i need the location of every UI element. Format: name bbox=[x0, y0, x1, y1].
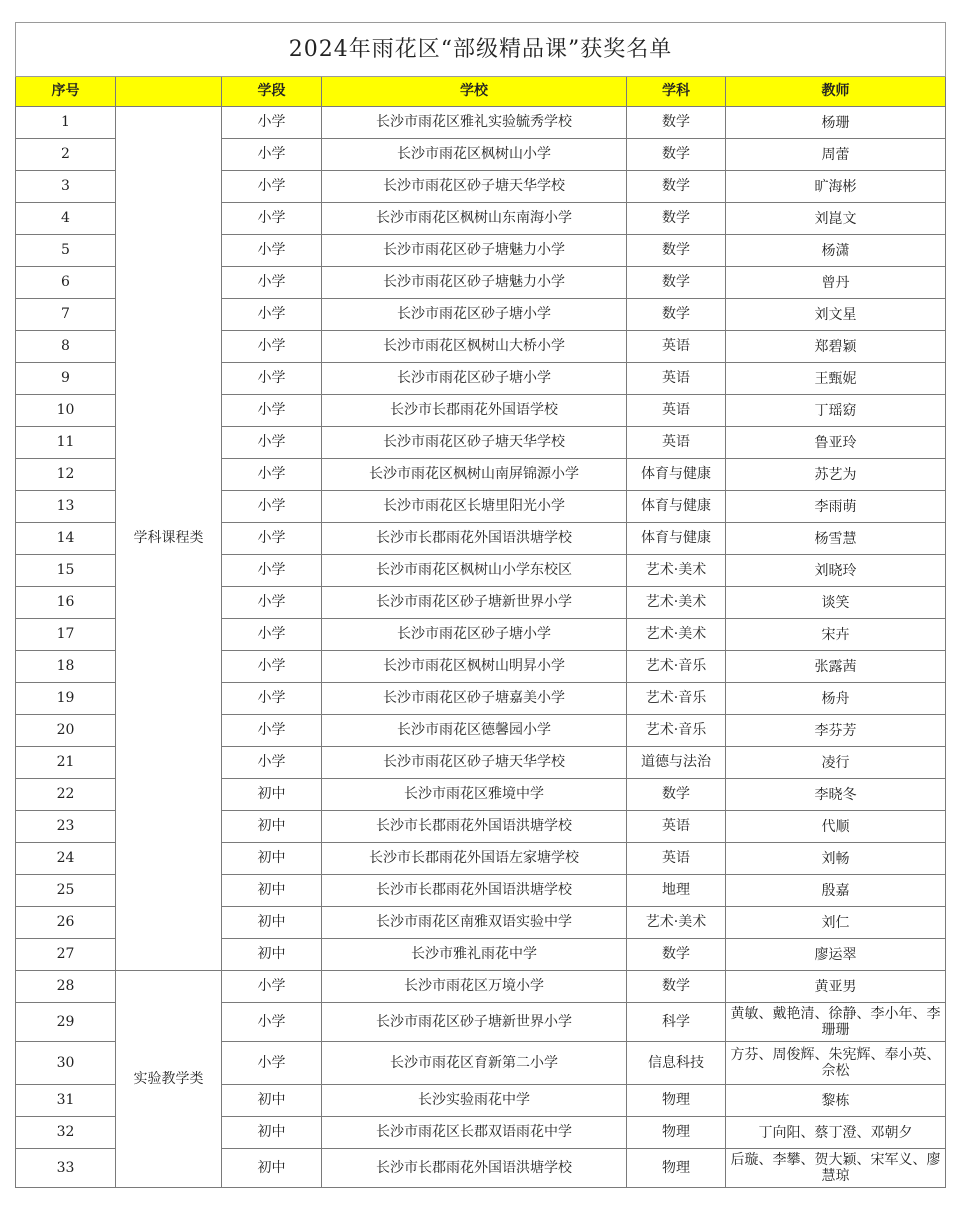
cell-stage: 初中 bbox=[222, 1117, 322, 1149]
cell-subject: 英语 bbox=[627, 331, 726, 363]
cell-subject: 数学 bbox=[627, 107, 726, 139]
cell-subject: 艺术·音乐 bbox=[627, 683, 726, 715]
cell-subject: 数学 bbox=[627, 779, 726, 811]
cell-teacher: 李芬芳 bbox=[726, 715, 946, 747]
cell-teacher: 黄亚男 bbox=[726, 971, 946, 1003]
cell-no: 24 bbox=[16, 843, 116, 875]
cell-no: 4 bbox=[16, 203, 116, 235]
header-subject: 学科 bbox=[627, 77, 726, 107]
cell-stage: 小学 bbox=[222, 971, 322, 1003]
cell-subject: 物理 bbox=[627, 1117, 726, 1149]
cell-subject: 科学 bbox=[627, 1003, 726, 1042]
cell-subject: 数学 bbox=[627, 203, 726, 235]
cell-school: 长沙市雨花区枫树山小学 bbox=[322, 139, 627, 171]
cell-subject: 物理 bbox=[627, 1149, 726, 1188]
cell-stage: 小学 bbox=[222, 363, 322, 395]
cell-no: 25 bbox=[16, 875, 116, 907]
cell-school: 长沙市雨花区枫树山南屏锦源小学 bbox=[322, 459, 627, 491]
cell-school: 长沙市雅礼雨花中学 bbox=[322, 939, 627, 971]
cell-teacher: 刘崑文 bbox=[726, 203, 946, 235]
cell-subject: 艺术·美术 bbox=[627, 907, 726, 939]
cell-teacher: 廖运翠 bbox=[726, 939, 946, 971]
cell-subject: 艺术·音乐 bbox=[627, 715, 726, 747]
cell-school: 长沙市长郡雨花外国语洪塘学校 bbox=[322, 811, 627, 843]
cell-no: 19 bbox=[16, 683, 116, 715]
cell-stage: 小学 bbox=[222, 235, 322, 267]
cell-school: 长沙市雨花区砂子塘天华学校 bbox=[322, 427, 627, 459]
cell-subject: 艺术·音乐 bbox=[627, 651, 726, 683]
cell-school: 长沙市雨花区枫树山大桥小学 bbox=[322, 331, 627, 363]
cell-subject: 数学 bbox=[627, 971, 726, 1003]
cell-teacher: 杨舟 bbox=[726, 683, 946, 715]
cell-teacher: 殷嘉 bbox=[726, 875, 946, 907]
cell-stage: 小学 bbox=[222, 331, 322, 363]
page-title: 2024年雨花区“部级精品课”获奖名单 bbox=[16, 23, 946, 77]
cell-teacher: 旷海彬 bbox=[726, 171, 946, 203]
cell-stage: 小学 bbox=[222, 555, 322, 587]
cell-subject: 数学 bbox=[627, 235, 726, 267]
cell-no: 26 bbox=[16, 907, 116, 939]
cell-school: 长沙市雨花区南雅双语实验中学 bbox=[322, 907, 627, 939]
cell-stage: 小学 bbox=[222, 747, 322, 779]
cell-subject: 道德与法治 bbox=[627, 747, 726, 779]
cell-teacher: 黄敏、戴艳清、徐静、李小年、李珊珊 bbox=[726, 1003, 946, 1042]
cell-no: 27 bbox=[16, 939, 116, 971]
category-cell: 学科课程类 bbox=[116, 107, 222, 971]
cell-school: 长沙市长郡雨花外国语洪塘学校 bbox=[322, 875, 627, 907]
cell-no: 23 bbox=[16, 811, 116, 843]
cell-no: 1 bbox=[16, 107, 116, 139]
cell-no: 18 bbox=[16, 651, 116, 683]
cell-stage: 小学 bbox=[222, 1003, 322, 1042]
cell-stage: 小学 bbox=[222, 491, 322, 523]
cell-teacher: 后璇、李攀、贺大颖、宋军义、廖慧琼 bbox=[726, 1149, 946, 1188]
cell-stage: 小学 bbox=[222, 171, 322, 203]
cell-stage: 小学 bbox=[222, 523, 322, 555]
cell-stage: 小学 bbox=[222, 299, 322, 331]
cell-school: 长沙市雨花区育新第二小学 bbox=[322, 1042, 627, 1085]
cell-no: 2 bbox=[16, 139, 116, 171]
cell-teacher: 刘晓玲 bbox=[726, 555, 946, 587]
cell-no: 7 bbox=[16, 299, 116, 331]
table-row bbox=[16, 971, 946, 1003]
cell-no: 31 bbox=[16, 1085, 116, 1117]
cell-school: 长沙实验雨花中学 bbox=[322, 1085, 627, 1117]
cell-school: 长沙市雨花区雅境中学 bbox=[322, 779, 627, 811]
cell-subject: 信息科技 bbox=[627, 1042, 726, 1085]
cell-subject: 物理 bbox=[627, 1085, 726, 1117]
cell-no: 10 bbox=[16, 395, 116, 427]
award-list-sheet bbox=[15, 22, 945, 1188]
cell-teacher: 代顺 bbox=[726, 811, 946, 843]
header-stage: 学段 bbox=[222, 77, 322, 107]
cell-subject: 数学 bbox=[627, 267, 726, 299]
cell-subject: 数学 bbox=[627, 139, 726, 171]
cell-teacher: 杨潇 bbox=[726, 235, 946, 267]
cell-stage: 小学 bbox=[222, 139, 322, 171]
cell-teacher: 方芬、周俊辉、朱宪辉、奉小英、佘松 bbox=[726, 1042, 946, 1085]
header-category bbox=[116, 77, 222, 107]
cell-school: 长沙市雨花区枫树山东南海小学 bbox=[322, 203, 627, 235]
cell-school: 长沙市雨花区长郡双语雨花中学 bbox=[322, 1117, 627, 1149]
cell-school: 长沙市雨花区德馨园小学 bbox=[322, 715, 627, 747]
header-row bbox=[16, 77, 946, 107]
cell-no: 5 bbox=[16, 235, 116, 267]
cell-no: 6 bbox=[16, 267, 116, 299]
cell-subject: 数学 bbox=[627, 939, 726, 971]
cell-subject: 体育与健康 bbox=[627, 459, 726, 491]
cell-subject: 英语 bbox=[627, 363, 726, 395]
cell-school: 长沙市长郡雨花外国语左家塘学校 bbox=[322, 843, 627, 875]
cell-teacher: 张露茜 bbox=[726, 651, 946, 683]
cell-stage: 小学 bbox=[222, 619, 322, 651]
cell-no: 16 bbox=[16, 587, 116, 619]
cell-stage: 小学 bbox=[222, 715, 322, 747]
cell-school: 长沙市雨花区万境小学 bbox=[322, 971, 627, 1003]
cell-stage: 初中 bbox=[222, 779, 322, 811]
cell-no: 12 bbox=[16, 459, 116, 491]
cell-no: 21 bbox=[16, 747, 116, 779]
cell-no: 15 bbox=[16, 555, 116, 587]
cell-school: 长沙市雨花区砂子塘嘉美小学 bbox=[322, 683, 627, 715]
cell-stage: 小学 bbox=[222, 651, 322, 683]
cell-no: 13 bbox=[16, 491, 116, 523]
cell-stage: 初中 bbox=[222, 811, 322, 843]
cell-teacher: 杨雪慧 bbox=[726, 523, 946, 555]
cell-subject: 英语 bbox=[627, 395, 726, 427]
cell-school: 长沙市雨花区长塘里阳光小学 bbox=[322, 491, 627, 523]
header-no: 序号 bbox=[16, 77, 116, 107]
cell-school: 长沙市雨花区砂子塘新世界小学 bbox=[322, 587, 627, 619]
cell-school: 长沙市雨花区砂子塘魅力小学 bbox=[322, 235, 627, 267]
cell-stage: 小学 bbox=[222, 683, 322, 715]
cell-stage: 小学 bbox=[222, 427, 322, 459]
cell-subject: 数学 bbox=[627, 299, 726, 331]
cell-no: 8 bbox=[16, 331, 116, 363]
table-row bbox=[16, 107, 946, 139]
cell-school: 长沙市雨花区砂子塘天华学校 bbox=[322, 747, 627, 779]
cell-teacher: 周蕾 bbox=[726, 139, 946, 171]
cell-school: 长沙市雨花区枫树山明昇小学 bbox=[322, 651, 627, 683]
cell-teacher: 鲁亚玲 bbox=[726, 427, 946, 459]
cell-teacher: 丁瑶窈 bbox=[726, 395, 946, 427]
header-teacher: 教师 bbox=[726, 77, 946, 107]
cell-stage: 初中 bbox=[222, 1149, 322, 1188]
cell-school: 长沙市长郡雨花外国语洪塘学校 bbox=[322, 1149, 627, 1188]
cell-stage: 初中 bbox=[222, 875, 322, 907]
cell-no: 33 bbox=[16, 1149, 116, 1188]
cell-stage: 小学 bbox=[222, 587, 322, 619]
cell-stage: 小学 bbox=[222, 459, 322, 491]
cell-no: 3 bbox=[16, 171, 116, 203]
cell-subject: 体育与健康 bbox=[627, 491, 726, 523]
cell-school: 长沙市长郡雨花外国语洪塘学校 bbox=[322, 523, 627, 555]
award-table bbox=[15, 22, 946, 1188]
cell-no: 32 bbox=[16, 1117, 116, 1149]
cell-subject: 数学 bbox=[627, 171, 726, 203]
cell-teacher: 谈笑 bbox=[726, 587, 946, 619]
cell-school: 长沙市长郡雨花外国语学校 bbox=[322, 395, 627, 427]
cell-stage: 初中 bbox=[222, 939, 322, 971]
cell-subject: 英语 bbox=[627, 811, 726, 843]
cell-no: 28 bbox=[16, 971, 116, 1003]
cell-teacher: 黎栋 bbox=[726, 1085, 946, 1117]
cell-subject: 英语 bbox=[627, 843, 726, 875]
header-school: 学校 bbox=[322, 77, 627, 107]
cell-teacher: 刘仁 bbox=[726, 907, 946, 939]
cell-no: 20 bbox=[16, 715, 116, 747]
cell-no: 30 bbox=[16, 1042, 116, 1085]
cell-no: 11 bbox=[16, 427, 116, 459]
cell-teacher: 李雨萌 bbox=[726, 491, 946, 523]
cell-stage: 初中 bbox=[222, 843, 322, 875]
cell-school: 长沙市雨花区砂子塘天华学校 bbox=[322, 171, 627, 203]
cell-stage: 初中 bbox=[222, 907, 322, 939]
cell-teacher: 曾丹 bbox=[726, 267, 946, 299]
cell-stage: 小学 bbox=[222, 395, 322, 427]
cell-school: 长沙市雨花区砂子塘小学 bbox=[322, 619, 627, 651]
cell-subject: 艺术·美术 bbox=[627, 619, 726, 651]
cell-stage: 小学 bbox=[222, 107, 322, 139]
cell-school: 长沙市雨花区枫树山小学东校区 bbox=[322, 555, 627, 587]
cell-subject: 艺术·美术 bbox=[627, 555, 726, 587]
category-cell: 实验教学类 bbox=[116, 971, 222, 1188]
cell-teacher: 郑碧颖 bbox=[726, 331, 946, 363]
cell-stage: 初中 bbox=[222, 1085, 322, 1117]
cell-teacher: 杨珊 bbox=[726, 107, 946, 139]
cell-stage: 小学 bbox=[222, 203, 322, 235]
cell-school: 长沙市雨花区砂子塘小学 bbox=[322, 363, 627, 395]
cell-subject: 地理 bbox=[627, 875, 726, 907]
cell-school: 长沙市雨花区雅礼实验毓秀学校 bbox=[322, 107, 627, 139]
cell-no: 29 bbox=[16, 1003, 116, 1042]
cell-teacher: 王甄妮 bbox=[726, 363, 946, 395]
cell-no: 17 bbox=[16, 619, 116, 651]
cell-stage: 小学 bbox=[222, 1042, 322, 1085]
cell-teacher: 丁向阳、蔡丁澄、邓朝夕 bbox=[726, 1117, 946, 1149]
cell-school: 长沙市雨花区砂子塘小学 bbox=[322, 299, 627, 331]
cell-school: 长沙市雨花区砂子塘魅力小学 bbox=[322, 267, 627, 299]
cell-teacher: 宋卉 bbox=[726, 619, 946, 651]
cell-teacher: 刘畅 bbox=[726, 843, 946, 875]
cell-teacher: 苏艺为 bbox=[726, 459, 946, 491]
cell-no: 22 bbox=[16, 779, 116, 811]
cell-teacher: 凌行 bbox=[726, 747, 946, 779]
cell-subject: 体育与健康 bbox=[627, 523, 726, 555]
cell-subject: 艺术·美术 bbox=[627, 587, 726, 619]
cell-no: 14 bbox=[16, 523, 116, 555]
cell-teacher: 李晓冬 bbox=[726, 779, 946, 811]
cell-no: 9 bbox=[16, 363, 116, 395]
cell-teacher: 刘文星 bbox=[726, 299, 946, 331]
cell-school: 长沙市雨花区砂子塘新世界小学 bbox=[322, 1003, 627, 1042]
cell-subject: 英语 bbox=[627, 427, 726, 459]
cell-stage: 小学 bbox=[222, 267, 322, 299]
